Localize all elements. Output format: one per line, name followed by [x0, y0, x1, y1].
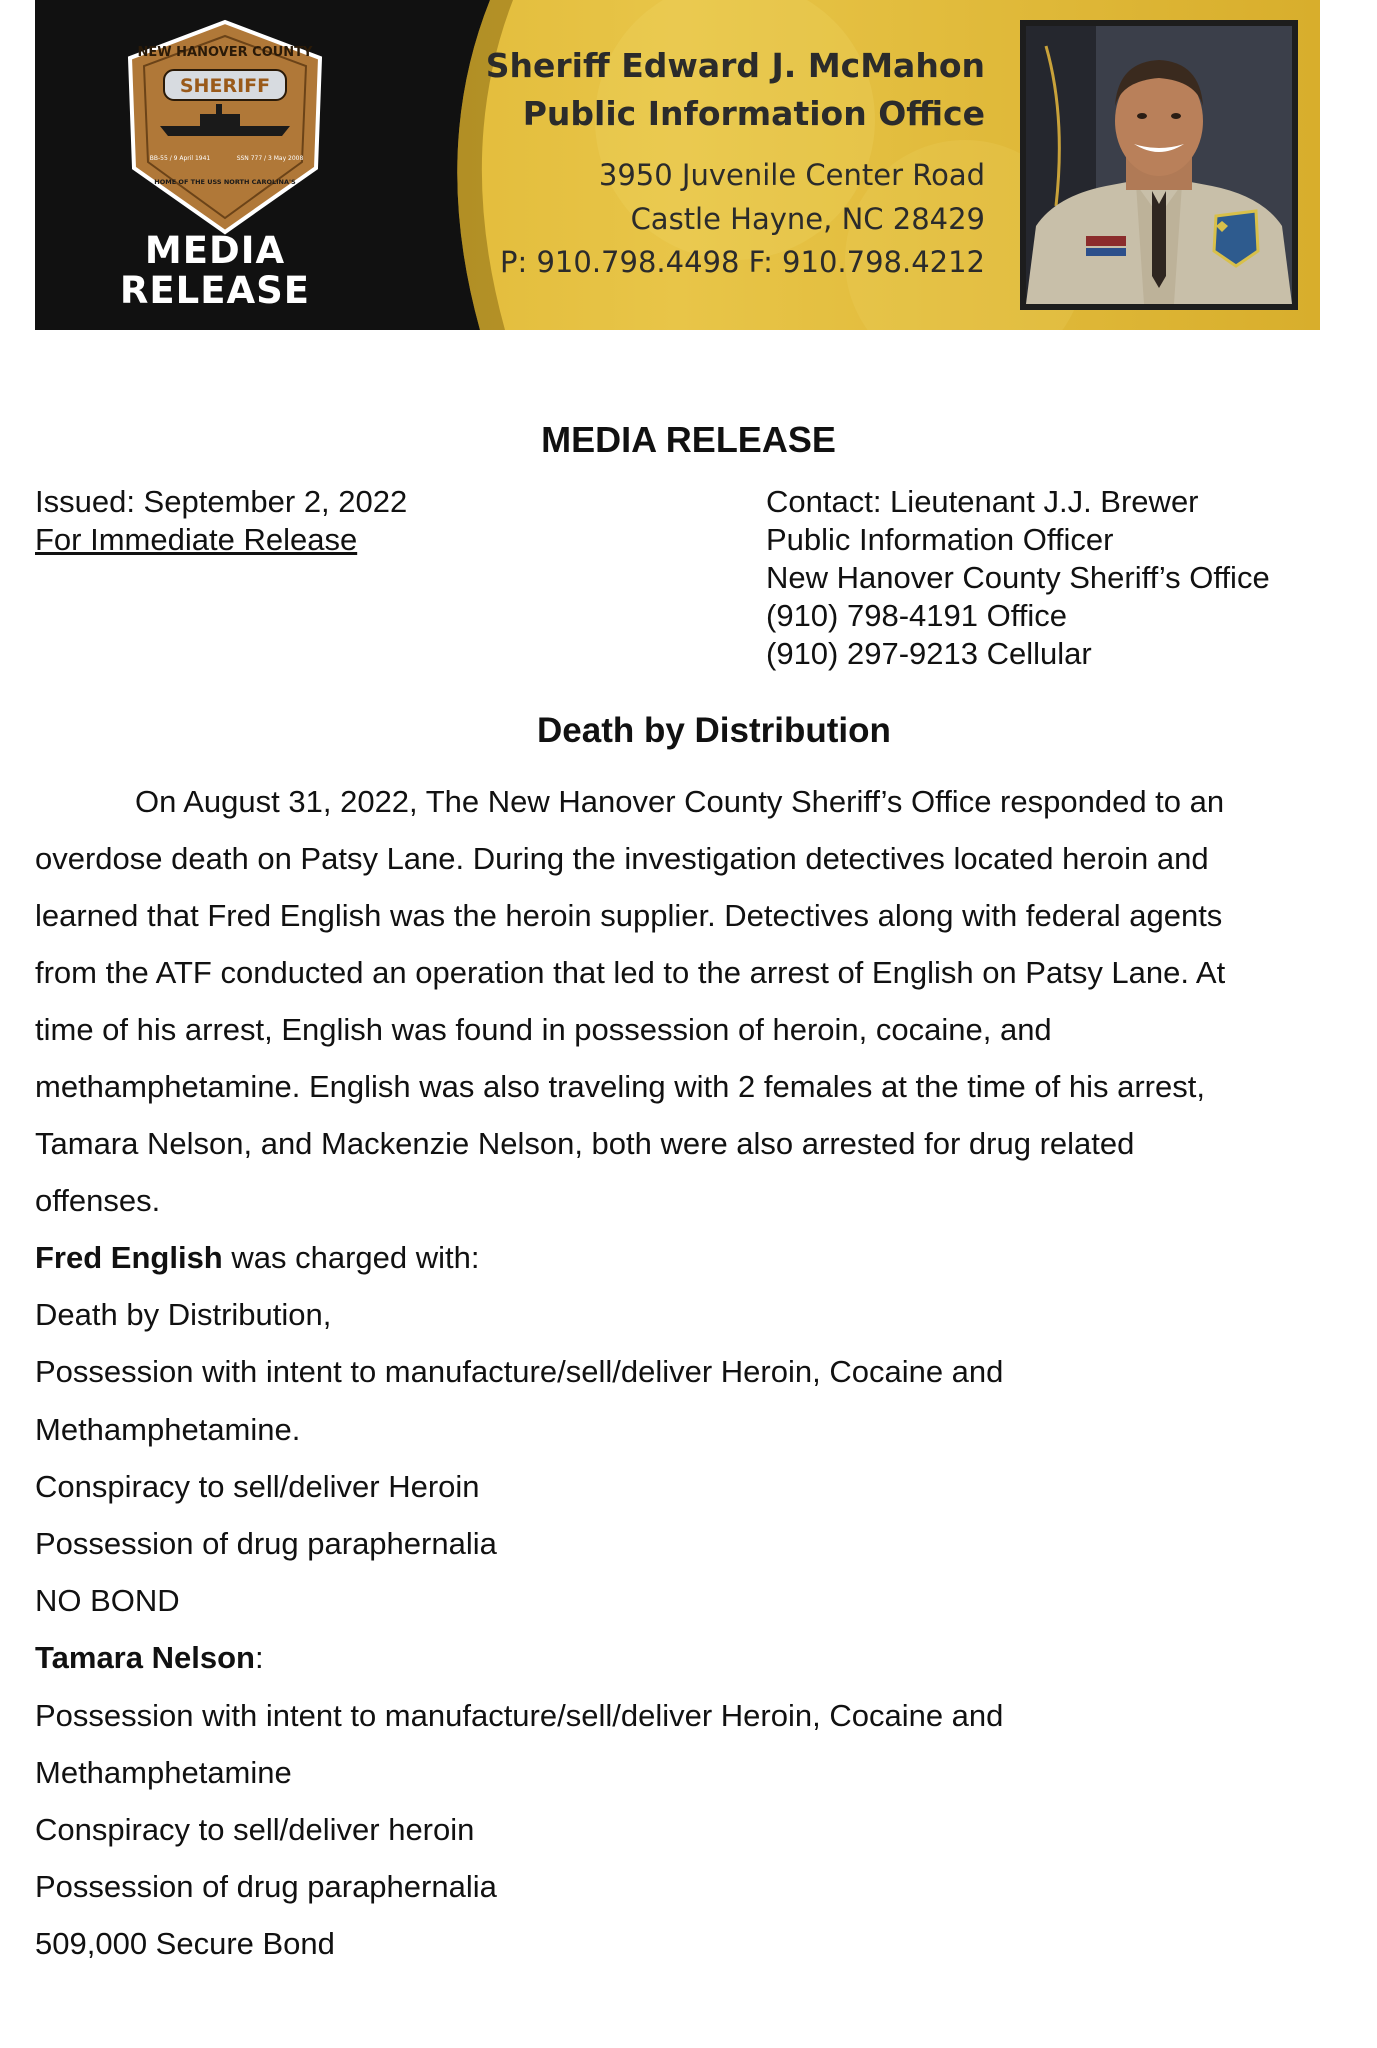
phone-fax: P: 910.798.4498 F: 910.798.4212 [500, 245, 985, 279]
sheriff-portrait [1020, 20, 1298, 310]
paragraph-line: Tamara Nelson, and Mackenzie Nelson, both were also arrested for drug related [35, 1126, 1135, 1161]
badge-right-note: SSN 777 / 3 May 2008 [236, 155, 304, 162]
release-headline: Death by Distribution [537, 711, 891, 750]
paragraph-line: learned that Fred English was the heroin supplier. Detectives along with federal agents [35, 898, 1223, 933]
bond-status: 509,000 Secure Bond [35, 1926, 335, 1962]
address-line-2: Castle Hayne, NC 28429 [630, 202, 985, 236]
document-title: MEDIA RELEASE [541, 419, 836, 460]
paragraph-line: On August 31, 2022, The New Hanover County Sheriff’s Office responded to an [135, 784, 1225, 819]
paragraph-line: methamphetamine. English was also traveling with 2 females at the time of his arrest, [35, 1069, 1205, 1104]
badge-county-text: NEW HANOVER COUNTY [137, 45, 313, 60]
charge-item: Methamphetamine. [35, 1411, 301, 1447]
charge-item: Methamphetamine [35, 1754, 292, 1790]
defendant-name: Tamara Nelson [35, 1640, 255, 1676]
contact-line: New Hanover County Sheriff’s Office [766, 560, 1270, 595]
release-paragraph [35, 773, 1325, 1229]
charge-item: Possession of drug paraphernalia [35, 1525, 497, 1561]
sheriff-badge-logo [120, 18, 330, 238]
defendant-heading-suffix: : [254, 1640, 264, 1676]
contact-line: (910) 297-9213 Cellular [766, 636, 1092, 671]
paragraph-line: offenses. [35, 1183, 161, 1218]
media-word: MEDIA [144, 229, 286, 272]
paragraph-line: overdose death on Patsy Lane. During the investigation detectives located heroin and [35, 841, 1209, 876]
charge-item: Possession with intent to manufacture/sell/deliver Heroin, Cocaine and [35, 1697, 1004, 1733]
contact-line: Contact: Lieutenant J.J. Brewer [766, 484, 1199, 519]
fred-english-heading [35, 1229, 1003, 1286]
address-line-1: 3950 Juvenile Center Road [598, 158, 985, 192]
badge-left-note: BB-55 / 9 April 1941 [149, 155, 211, 162]
contact-line: Public Information Officer [766, 522, 1114, 557]
charge-item: Possession with intent to manufacture/sell/deliver Heroin, Cocaine and [35, 1354, 1004, 1390]
sheriff-name: Sheriff Edward J. McMahon [485, 46, 985, 85]
charge-item: Conspiracy to sell/deliver Heroin [35, 1468, 480, 1504]
paragraph-line: time of his arrest, English was found in possession of heroin, cocaine, and [35, 1012, 1052, 1047]
contact-block [766, 483, 1270, 673]
office-name: Public Information Office [522, 94, 985, 133]
badge-sheriff-text: SHERIFF [179, 75, 271, 97]
paragraph-line: from the ATF conducted an operation that led to the arrest of English on Patsy Lane. At [35, 955, 1226, 990]
charge-item: Conspiracy to sell/deliver heroin [35, 1811, 475, 1847]
defendant-heading-suffix: was charged with: [222, 1240, 480, 1275]
charge-item: Death by Distribution, [35, 1297, 332, 1333]
sheriff-portrait-illustration [1026, 26, 1292, 304]
media-release-banner [35, 0, 1320, 330]
release-word: RELEASE [119, 269, 311, 312]
charges-list [35, 1229, 1003, 1972]
release-type: For Immediate Release [35, 522, 358, 557]
defendant-name: Fred English [35, 1240, 223, 1275]
bond-status: NO BOND [35, 1583, 180, 1619]
issued-block [35, 483, 407, 559]
badge-home-text: HOME OF THE USS NORTH CAROLINA'S [154, 178, 296, 186]
issued-date: Issued: September 2, 2022 [35, 484, 408, 519]
tamara-nelson-heading [35, 1629, 1003, 1686]
contact-line: (910) 798-4191 Office [766, 598, 1068, 633]
charge-item: Possession of drug paraphernalia [35, 1869, 497, 1905]
